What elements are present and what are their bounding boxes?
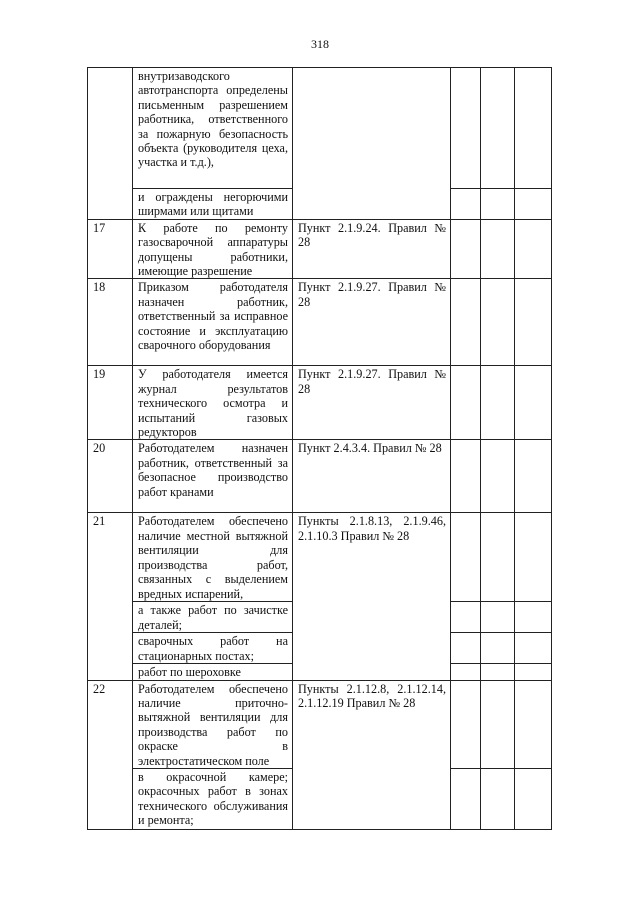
answer-cell: [451, 440, 481, 513]
answer-cell: [481, 633, 515, 664]
table-row: [88, 68, 552, 189]
answer-cell: [451, 366, 481, 440]
answer-cell: [451, 513, 481, 602]
requirement-text: Работодателем назначен работник, ответственный за безопасное производство работ кранами: [133, 440, 293, 513]
answer-cell: [451, 602, 481, 633]
answer-cell: [481, 513, 515, 602]
row-number: 18: [88, 279, 133, 366]
answer-cell: [451, 219, 481, 279]
answer-cell: [451, 279, 481, 366]
answer-cell: [451, 768, 481, 829]
table-row: [88, 219, 552, 279]
table-row: [88, 513, 552, 602]
requirement-text: сварочных работ на стационарных постах;: [133, 633, 293, 664]
answer-cell: [481, 664, 515, 680]
answer-cell: [451, 664, 481, 680]
requirement-text: Работодателем обеспечено наличие приточно-вытяжной вентиляции для производства работ по окраске в электростатическом поле: [133, 680, 293, 768]
requirement-text: в окрасочной камере; окрасочных работ в зонах технического обслуживания и ремонта;: [133, 768, 293, 829]
answer-cell: [481, 189, 515, 220]
checklist-table: [87, 67, 552, 830]
reference-text: Пункты 2.1.8.13, 2.1.9.46, 2.1.10.3 Правил № 28: [293, 513, 451, 680]
requirement-text: работ по шероховке: [133, 664, 293, 680]
table-row: [88, 366, 552, 440]
answer-cell: [451, 680, 481, 768]
answer-cell: [515, 68, 552, 189]
table-row: [88, 279, 552, 366]
answer-cell: [515, 664, 552, 680]
reference-text: Пункт 2.4.3.4. Правил № 28: [293, 440, 451, 513]
answer-cell: [515, 602, 552, 633]
reference-text: Пункт 2.1.9.27. Правил № 28: [293, 279, 451, 366]
requirement-text: внутризаводского автотранспорта определены письменным разрешением работника, ответственного за пожарную безопасность объекта (руководителя цеха, участка и т.д.),: [133, 68, 293, 189]
table-row: [88, 440, 552, 513]
row-number: 19: [88, 366, 133, 440]
row-number: [88, 68, 133, 220]
reference-text: Пункт 2.1.9.27. Правил № 28: [293, 366, 451, 440]
answer-cell: [481, 602, 515, 633]
answer-cell: [481, 440, 515, 513]
table-row: [88, 680, 552, 768]
answer-cell: [515, 633, 552, 664]
answer-cell: [515, 189, 552, 220]
answer-cell: [481, 68, 515, 189]
answer-cell: [481, 768, 515, 829]
row-number: 20: [88, 440, 133, 513]
requirement-text: К работе по ремонту газосварочной аппаратуры допущены работники, имеющие разрешение: [133, 219, 293, 279]
answer-cell: [515, 366, 552, 440]
answer-cell: [481, 680, 515, 768]
answer-cell: [515, 219, 552, 279]
answer-cell: [451, 633, 481, 664]
answer-cell: [515, 513, 552, 602]
row-number: 17: [88, 219, 133, 279]
answer-cell: [515, 440, 552, 513]
answer-cell: [451, 189, 481, 220]
answer-cell: [515, 768, 552, 829]
answer-cell: [515, 680, 552, 768]
answer-cell: [515, 279, 552, 366]
answer-cell: [481, 366, 515, 440]
requirement-text: Работодателем обеспечено наличие местной вытяжной вентиляции для производства работ, связанных с выделением вредных испарений,: [133, 513, 293, 602]
reference-text: Пункт 2.1.9.24. Правил № 28: [293, 219, 451, 279]
page-number: 318: [311, 37, 329, 51]
requirement-text: и ограждены негорючими ширмами или щитами: [133, 189, 293, 220]
reference-text: Пункты 2.1.12.8, 2.1.12.14, 2.1.12.19 Правил № 28: [293, 680, 451, 829]
requirement-text: У работодателя имеется журнал результатов технического осмотра и испытаний газовых редукторов: [133, 366, 293, 440]
answer-cell: [481, 279, 515, 366]
requirement-text: Приказом работодателя назначен работник, ответственный за исправное состояние и эксплуатацию сварочного оборудования: [133, 279, 293, 366]
reference-text: [293, 68, 451, 220]
answer-cell: [481, 219, 515, 279]
row-number: 22: [88, 680, 133, 829]
answer-cell: [451, 68, 481, 189]
requirement-text: а также работ по зачистке деталей;: [133, 602, 293, 633]
row-number: 21: [88, 513, 133, 680]
